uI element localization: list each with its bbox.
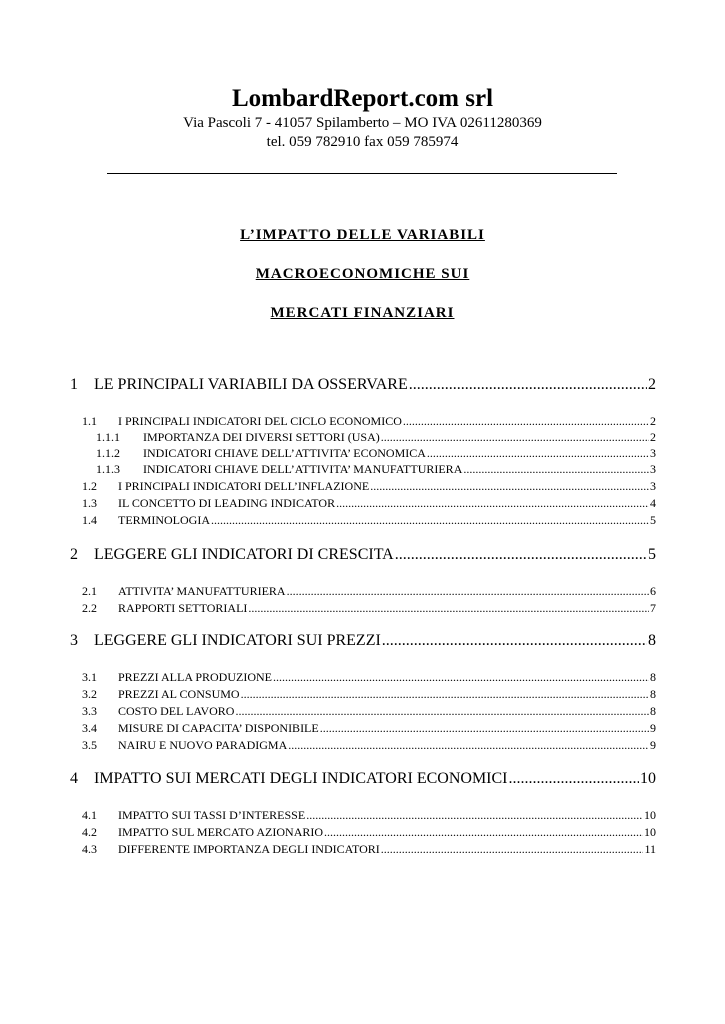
toc-leader-dots [370,479,649,494]
toc-page: 2 [648,376,656,393]
toc-text: DIFFERENTE IMPORTANZA DEGLI INDICATORI [118,842,380,856]
toc-entry[interactable] [82,825,656,840]
company-address: Via Pascoli 7 - 41057 Spilamberto – MO IVA 02611280369 [183,115,542,131]
toc-text: LE PRINCIPALI VARIABILI DA OSSERVARE [94,376,408,393]
toc-leader-dots [273,670,649,685]
toc-text: MISURE DI CAPACITA’ DISPONIBILE [118,721,319,735]
toc-page: 7 [650,601,656,615]
toc-text: RAPPORTI SETTORIALI [118,601,248,615]
title-line-3: MERCATI FINANZIARI [270,305,455,321]
toc-number: 3 [70,632,78,649]
toc-entry[interactable] [96,462,656,477]
toc-page: 3 [650,446,656,460]
toc-page: 11 [644,842,656,856]
toc-number: 1.1 [82,414,97,428]
toc-leader-dots [427,446,649,461]
toc-entry[interactable] [96,430,656,445]
toc-entry[interactable] [70,546,656,564]
toc-leader-dots [381,842,644,857]
toc-page: 9 [650,738,656,752]
toc-entry[interactable] [82,704,656,719]
toc-page: 2 [650,414,656,428]
toc-text: LEGGERE GLI INDICATORI SUI PREZZI [94,632,381,649]
toc-number: 4.1 [82,808,97,822]
toc-number: 3.3 [82,704,97,718]
toc-page: 8 [648,632,656,649]
toc-leader-dots [403,414,649,429]
toc-text: COSTO DEL LAVORO [118,704,235,718]
toc-text: NAIRU E NUOVO PARADIGMA [118,738,288,752]
toc-number: 2 [70,546,78,563]
toc-entry[interactable] [96,446,656,461]
toc-entry[interactable] [82,842,656,857]
toc-text: I PRINCIPALI INDICATORI DELL’INFLAZIONE [118,479,370,493]
toc-entry[interactable] [82,479,656,494]
toc-leader-dots [248,601,649,616]
toc-number: 1.1.3 [96,462,120,476]
toc-leader-dots [288,738,649,753]
toc-text: INDICATORI CHIAVE DELL’ATTIVITA’ ECONOMICA [143,446,426,460]
toc-page: 5 [648,546,656,563]
toc-number: 3.2 [82,687,97,701]
title-line-2: MACROECONOMICHE SUI [255,266,470,282]
toc-page: 5 [650,513,656,527]
toc-number: 3.5 [82,738,97,752]
toc-number: 3.1 [82,670,97,684]
toc-entry[interactable] [82,738,656,753]
toc-entry[interactable] [82,687,656,702]
toc-entry[interactable] [82,670,656,685]
toc-entry[interactable] [82,496,656,511]
toc-page: 6 [650,584,656,598]
toc-leader-dots [241,687,649,702]
toc-page: 4 [650,496,656,510]
toc-text: INDICATORI CHIAVE DELL’ATTIVITA’ MANUFATTURIERA [143,462,463,476]
toc-text: IL CONCETTO DI LEADING INDICATOR [118,496,336,510]
toc-number: 1.1.1 [96,430,120,444]
toc-page: 3 [650,462,656,476]
toc-leader-dots [211,513,649,528]
toc-page: 10 [644,808,656,822]
toc-leader-dots [381,430,649,445]
toc-page: 8 [650,704,656,718]
title-line-1: L’IMPATTO DELLE VARIABILI [240,227,485,243]
toc-text: IMPORTANZA DEI DIVERSI SETTORI (USA) [143,430,380,444]
toc-number: 1.3 [82,496,97,510]
toc-leader-dots [382,632,647,650]
toc-page: 9 [650,721,656,735]
toc-number: 2.2 [82,601,97,615]
toc-leader-dots [235,704,649,719]
toc-text: I PRINCIPALI INDICATORI DEL CICLO ECONOMICO [118,414,402,428]
toc-leader-dots [463,462,649,477]
toc-number: 1.4 [82,513,97,527]
toc-leader-dots [324,825,643,840]
header-divider [107,173,617,174]
toc-text: PREZZI AL CONSUMO [118,687,240,701]
toc-page: 2 [650,430,656,444]
toc-text: TERMINOLOGIA [118,513,210,527]
toc-leader-dots [336,496,649,511]
toc-text: IMPATTO SUL MERCATO AZIONARIO [118,825,324,839]
toc-page: 10 [644,825,656,839]
toc-page: 10 [640,770,656,787]
toc-entry[interactable] [82,414,656,429]
toc-entry[interactable] [82,513,656,528]
toc-leader-dots [320,721,649,736]
toc-leader-dots [509,770,640,788]
toc-leader-dots [409,376,647,394]
toc-text: LEGGERE GLI INDICATORI DI CRESCITA [94,546,394,563]
toc-text: ATTIVITA’ MANUFATTURIERA [118,584,286,598]
company-phone: tel. 059 782910 fax 059 785974 [266,134,459,150]
toc-page: 3 [650,479,656,493]
toc-number: 4.2 [82,825,97,839]
toc-number: 2.1 [82,584,97,598]
toc-number: 4 [70,770,78,787]
toc-leader-dots [287,584,649,599]
toc-entry[interactable] [82,808,656,823]
toc-entry[interactable] [82,601,656,616]
toc-leader-dots [306,808,643,823]
toc-number: 4.3 [82,842,97,856]
toc-number: 1 [70,376,78,393]
toc-number: 3.4 [82,721,97,735]
toc-page: 8 [650,687,656,701]
toc-entry[interactable] [70,770,656,788]
toc-leader-dots [395,546,647,564]
toc-page: 8 [650,670,656,684]
toc-text: PREZZI ALLA PRODUZIONE [118,670,272,684]
toc-entry[interactable] [82,721,656,736]
document-header [0,84,725,152]
toc-text: IMPATTO SUI TASSI D’INTERESSE [118,808,306,822]
toc-number: 1.1.2 [96,446,120,460]
toc-entry[interactable] [70,632,656,650]
company-name: LombardReport.com srl [231,85,494,112]
toc-text: IMPATTO SUI MERCATI DEGLI INDICATORI ECONOMICI [94,770,508,787]
toc-entry[interactable] [82,584,656,599]
toc-entry[interactable] [70,376,656,394]
toc-number: 1.2 [82,479,97,493]
